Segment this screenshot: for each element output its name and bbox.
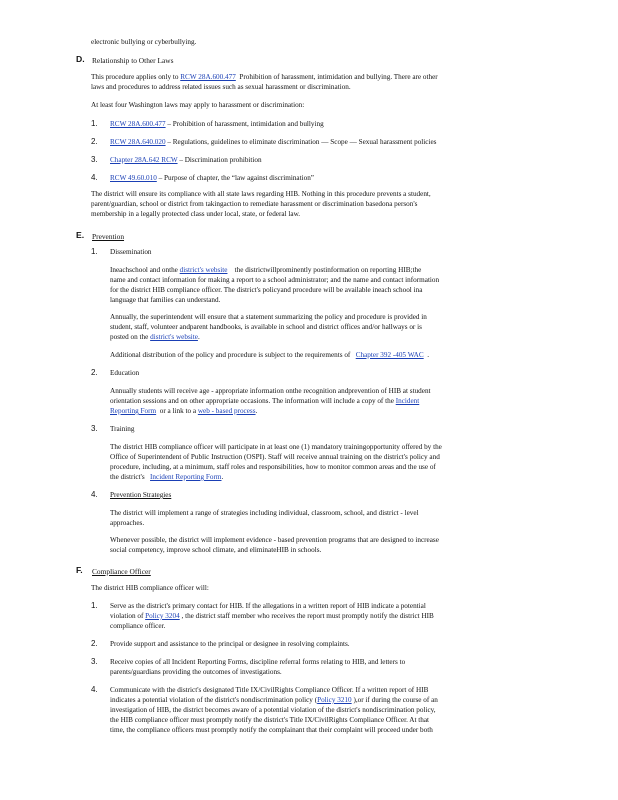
dissemination-line3: for the district HIB compliance officer. The district's policyand procedure will be available ineach school ina xyxy=(110,286,423,294)
policy-3210-link[interactable]: Policy 3210 xyxy=(317,696,352,704)
training-line3: procedure, including, at a minimum, staff roles and responsibilities, how to monitor common areas and the use of xyxy=(110,463,436,471)
strategies-line2: approaches. xyxy=(110,519,145,527)
web-based-process-link[interactable]: web - based process xyxy=(197,407,256,415)
district-website-link[interactable]: district's website xyxy=(179,266,228,274)
duty-4-line3: investigation of HIB, the district becomes aware of a potential violation of the district's nondiscrimination policy, xyxy=(110,706,436,714)
subsection-number: 1. xyxy=(91,247,98,256)
section-d-para3-line2: parent/guardian, school or district from takingaction to remediate harassment or discrimination basedona person's xyxy=(91,200,418,208)
training-line4: the district's Incident Reporting Form. xyxy=(110,473,224,481)
compliance-intro: The district HIB compliance officer will: xyxy=(91,584,209,592)
chapter-28a642-link[interactable]: Chapter 28A.642 RCW xyxy=(110,156,178,164)
section-d-para1-line1: This procedure applies only to RCW 28A.600.477 Prohibition of harassment, intimidation and bullying. There are other xyxy=(91,73,438,81)
dissemination-line6: student, staff, volunteer andparent handbooks, is available in school and district offices and/or hallways or is xyxy=(110,323,422,331)
dissemination-line7: posted on the district's website. xyxy=(110,333,200,341)
subsection-number: 2. xyxy=(91,368,98,377)
rcw-28a600477-link[interactable]: RCW 28A.600.477 xyxy=(110,120,166,128)
rcw-4960010-link[interactable]: RCW 49.60.010 xyxy=(110,174,157,182)
subsection-number: 3. xyxy=(91,424,98,433)
rcw-28a600477-link[interactable]: RCW 28A.600.477 xyxy=(180,73,236,81)
dissemination-line2: name and contact information for making a report to a school administrator; and the name and contact information xyxy=(110,276,440,284)
duty-3-line1: Receive copies of all Incident Reporting Forms, discipline referral forms relating to HIB, and letters to xyxy=(110,658,406,666)
education-line2: orientation sessions and on other appropriate occasions. The information will include a copy of the Incident xyxy=(110,397,420,405)
section-e-title: Prevention xyxy=(92,232,125,241)
training-title: Training xyxy=(110,425,135,433)
dissemination-line4: language that families can understand. xyxy=(110,296,221,304)
duty-2: Provide support and assistance to the principal or designee in resolving complaints. xyxy=(110,640,350,648)
duty-1-line2: violation of Policy 3204 , the district staff member who receives the report must promptly notify the district HIB xyxy=(110,612,434,620)
chapter-392-405-wac-link[interactable]: Chapter 392 -405 WAC xyxy=(355,351,424,359)
section-d-title: Relationship to Other Laws xyxy=(92,56,174,65)
law-item-number: 3. xyxy=(91,155,98,164)
section-d-para2: At least four Washington laws may apply to harassment or discrimination: xyxy=(91,101,305,109)
education-line3: Reporting Form or a link to a web - based process. xyxy=(110,407,258,415)
dissemination-line8: Additional distribution of the policy and procedure is subject to the requirements of Chapter 392 -405 WAC . xyxy=(110,351,430,359)
strategies-line3: Whenever possible, the district will implement evidence - based prevention programs that are designed to increase xyxy=(110,536,439,544)
training-line1: The district HIB compliance officer will participate in at least one (1) mandatory trainingopportunity offered by the xyxy=(110,443,442,451)
section-d-letter: D. xyxy=(76,54,85,64)
incident-reporting-form-link[interactable]: Incident xyxy=(395,397,420,405)
strategies-line4: social competency, improve school climate, and eliminateHIB in schools. xyxy=(110,546,322,554)
law-item-number: 4. xyxy=(91,173,98,182)
section-f-letter: F. xyxy=(76,565,83,575)
continuation-line: electronic bullying or cyberbullying. xyxy=(91,38,197,46)
training-line2: Office of Superintendent of Public Instruction (OSPI). Staff will receive annual training on the district's policy and xyxy=(110,453,440,461)
duty-number: 4. xyxy=(91,685,98,694)
duty-1-line1: Serve as the district's primary contact for HIB. If the allegations in a written report of HIB indicate a potential xyxy=(110,602,426,610)
dissemination-line5: Annually, the superintendent will ensure that a statement summarizing the policy and procedure is provided in xyxy=(110,313,427,321)
district-website-link[interactable]: district's website xyxy=(150,333,198,341)
law-item-4: RCW 49.60.010 – Purpose of chapter, the “law against discrimination” xyxy=(110,174,314,182)
duty-number: 2. xyxy=(91,639,98,648)
duty-3-line2: parents/guardians providing the outcomes of investigations. xyxy=(110,668,282,676)
duty-4-line5: time, the compliance officers must promptly notify the complainant that their complaint will proceed under both xyxy=(110,726,433,734)
incident-reporting-form-link[interactable]: Reporting Form xyxy=(110,407,157,415)
law-item-3: Chapter 28A.642 RCW – Discrimination prohibition xyxy=(110,156,262,164)
dissemination-title: Dissemination xyxy=(110,248,152,256)
section-d-para3-line1: The district will ensure its compliance with all state laws regarding HIB. Nothing in this procedure prevents a student, xyxy=(91,190,431,198)
duty-4-line1: Communicate with the district's designated Title IX/CivilRights Compliance Officer. If a written report of HIB xyxy=(110,686,429,694)
duty-number: 1. xyxy=(91,601,98,610)
duty-number: 3. xyxy=(91,657,98,666)
duty-4-line4: the HIB compliance officer must promptly notify the district's Title IX/CivilRights Compliance Officer. At that xyxy=(110,716,430,724)
rcw-28a640020-link[interactable]: RCW 28A.640.020 xyxy=(110,138,166,146)
dissemination-line1: Ineachschool and onthe district's website the districtwillprominently postinformation on reporting HIB;the xyxy=(110,266,422,274)
incident-reporting-form-link[interactable]: Incident Reporting Form xyxy=(150,473,222,481)
education-line1: Annually students will receive age - appropriate information onthe recognition andprevention of HIB at student xyxy=(110,387,431,395)
duty-1-line3: compliance officer. xyxy=(110,622,166,630)
education-title: Education xyxy=(110,369,140,377)
section-e-letter: E. xyxy=(76,230,85,240)
section-f-title: Compliance Officer xyxy=(92,567,151,576)
section-d-para1-line2: laws and procedures to address related issues such as sexual harassment or discrimination. xyxy=(91,83,351,91)
strategies-line1: The district will implement a range of strategies including individual, classroom, school, and district - level xyxy=(110,509,419,517)
section-d-para3-line3: membership in a legally protected class under local, state, or federal law. xyxy=(91,210,301,218)
law-item-1: RCW 28A.600.477 – Prohibition of harassment, intimidation and bullying xyxy=(110,120,324,128)
prevention-strategies-title: Prevention Strategies xyxy=(110,491,172,499)
law-item-2: RCW 28A.640.020 – Regulations, guidelines to eliminate discrimination — Scope — Sexual harassment policies xyxy=(110,138,437,146)
policy-3204-link[interactable]: Policy 3204 xyxy=(145,612,180,620)
law-item-number: 2. xyxy=(91,137,98,146)
subsection-number: 4. xyxy=(91,490,98,499)
duty-4-line2: indicates a potential violation of the district's nondiscrimination policy (Policy 3210 ),or if during the course of an xyxy=(110,696,438,704)
law-item-number: 1. xyxy=(91,119,98,128)
